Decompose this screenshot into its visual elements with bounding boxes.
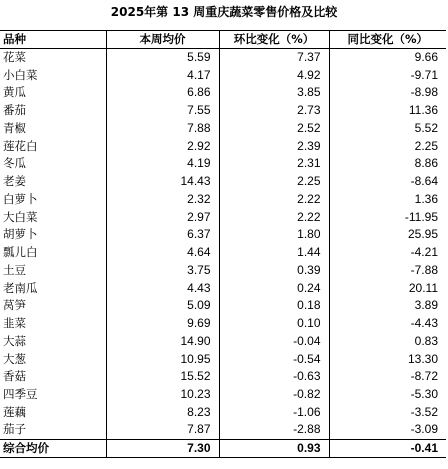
- table-row: [0, 120, 446, 138]
- cell-mom-change: 2.52: [219, 120, 329, 138]
- header-mom-change: 环比变化（%）: [219, 31, 329, 49]
- cell-mom-change: 4.92: [219, 66, 329, 84]
- cell-weekly-avg-price: 3.75: [106, 262, 219, 280]
- cell-weekly-avg-price: 7.87: [106, 421, 219, 439]
- total-yoy-change: -0.41: [329, 439, 446, 457]
- total-mom-change: 0.93: [219, 439, 329, 457]
- cell-variety: 土豆: [3, 262, 26, 277]
- cell-mom-change: 3.85: [219, 84, 329, 102]
- cell-weekly-avg-price: 6.37: [106, 226, 219, 244]
- total-weekly-avg-price: 7.30: [106, 439, 219, 457]
- table-row: [0, 173, 446, 191]
- cell-weekly-avg-price: 4.19: [106, 155, 219, 173]
- cell-mom-change: 2.22: [219, 208, 329, 226]
- cell-weekly-avg-price: 7.55: [106, 102, 219, 120]
- cell-mom-change: 7.37: [219, 49, 329, 67]
- cell-weekly-avg-price: 9.69: [106, 315, 219, 333]
- cell-variety: 韭菜: [3, 316, 26, 331]
- cell-variety: 四季豆: [3, 387, 38, 402]
- cell-mom-change: -0.54: [219, 350, 329, 368]
- cell-yoy-change: 5.52: [329, 120, 446, 138]
- cell-mom-change: 1.80: [219, 226, 329, 244]
- table-body: [0, 49, 446, 458]
- table-row: [0, 84, 446, 102]
- cell-weekly-avg-price: 14.90: [106, 333, 219, 351]
- cell-weekly-avg-price: 2.92: [106, 137, 219, 155]
- cell-yoy-change: -3.09: [329, 421, 446, 439]
- cell-mom-change: 2.73: [219, 102, 329, 120]
- cell-variety: 香菇: [3, 369, 26, 384]
- table-total-row: [0, 439, 446, 457]
- header-variety: 品种: [0, 31, 106, 49]
- cell-mom-change: 0.18: [219, 297, 329, 315]
- cell-mom-change: -0.04: [219, 333, 329, 351]
- table-row: [0, 315, 446, 333]
- table-row: [0, 208, 446, 226]
- cell-variety: 青椒: [3, 120, 26, 135]
- table-row: [0, 137, 446, 155]
- table-row: [0, 386, 446, 404]
- cell-variety: 大白菜: [3, 209, 38, 224]
- table-row: [0, 66, 446, 84]
- cell-yoy-change: 1.36: [329, 191, 446, 209]
- table-row: [0, 191, 446, 209]
- cell-weekly-avg-price: 15.52: [106, 368, 219, 386]
- cell-mom-change: 1.44: [219, 244, 329, 262]
- table-row: [0, 297, 446, 315]
- cell-mom-change: 0.24: [219, 279, 329, 297]
- cell-yoy-change: 0.83: [329, 333, 446, 351]
- table-row: [0, 262, 446, 280]
- table-row: [0, 226, 446, 244]
- cell-yoy-change: -11.95: [329, 208, 446, 226]
- table-row: [0, 102, 446, 120]
- table-row: [0, 350, 446, 368]
- table-row: [0, 49, 446, 67]
- table-row: [0, 279, 446, 297]
- cell-mom-change: -1.06: [219, 404, 329, 422]
- cell-yoy-change: -5.30: [329, 386, 446, 404]
- cell-weekly-avg-price: 6.86: [106, 84, 219, 102]
- cell-mom-change: 2.25: [219, 173, 329, 191]
- cell-variety: 莲藕: [3, 404, 26, 419]
- cell-variety: 大蒜: [3, 333, 26, 348]
- table-row: [0, 333, 446, 351]
- table-row: [0, 155, 446, 173]
- cell-yoy-change: -8.64: [329, 173, 446, 191]
- cell-variety: 冬瓜: [3, 156, 26, 171]
- cell-variety: 番茄: [3, 103, 26, 118]
- cell-mom-change: 0.39: [219, 262, 329, 280]
- cell-variety: 瓢儿白: [3, 245, 38, 260]
- table-row: [0, 404, 446, 422]
- cell-yoy-change: -4.43: [329, 315, 446, 333]
- cell-weekly-avg-price: 4.64: [106, 244, 219, 262]
- cell-yoy-change: -8.98: [329, 84, 446, 102]
- cell-mom-change: -0.63: [219, 368, 329, 386]
- cell-yoy-change: 25.95: [329, 226, 446, 244]
- cell-weekly-avg-price: 14.43: [106, 173, 219, 191]
- page-title: 2025年第 13 周重庆蔬菜零售价格及比较: [110, 5, 338, 19]
- cell-mom-change: 0.10: [219, 315, 329, 333]
- table-row: [0, 368, 446, 386]
- cell-yoy-change: -9.71: [329, 66, 446, 84]
- table-header-row: [0, 31, 446, 49]
- cell-mom-change: 2.22: [219, 191, 329, 209]
- total-variety: 综合均价: [0, 439, 106, 457]
- cell-weekly-avg-price: 7.88: [106, 120, 219, 138]
- cell-mom-change: 2.39: [219, 137, 329, 155]
- table-row: [0, 421, 446, 439]
- cell-variety: 大葱: [3, 351, 26, 366]
- cell-yoy-change: 9.66: [329, 49, 446, 67]
- cell-variety: 花菜: [3, 50, 26, 65]
- header-weekly-avg-price: 本周均价: [106, 31, 219, 49]
- header-yoy-change: 同比变化（%）: [329, 31, 446, 49]
- cell-yoy-change: -3.52: [329, 404, 446, 422]
- cell-yoy-change: 3.89: [329, 297, 446, 315]
- cell-variety: 莴笋: [3, 298, 26, 313]
- cell-yoy-change: -7.88: [329, 262, 446, 280]
- cell-weekly-avg-price: 4.17: [106, 66, 219, 84]
- cell-yoy-change: -8.72: [329, 368, 446, 386]
- cell-variety: 黄瓜: [3, 85, 26, 100]
- cell-weekly-avg-price: 10.95: [106, 350, 219, 368]
- cell-variety: 小白菜: [3, 67, 38, 82]
- cell-weekly-avg-price: 5.59: [106, 49, 219, 67]
- cell-weekly-avg-price: 2.32: [106, 191, 219, 209]
- cell-yoy-change: 11.36: [329, 102, 446, 120]
- cell-variety: 莲花白: [3, 138, 38, 153]
- cell-yoy-change: 2.25: [329, 137, 446, 155]
- cell-weekly-avg-price: 2.97: [106, 208, 219, 226]
- cell-variety: 老南瓜: [3, 280, 38, 295]
- cell-mom-change: -0.82: [219, 386, 329, 404]
- cell-variety: 老姜: [3, 174, 26, 189]
- price-table: [0, 30, 446, 458]
- table-row: [0, 244, 446, 262]
- cell-yoy-change: -4.21: [329, 244, 446, 262]
- cell-yoy-change: 13.30: [329, 350, 446, 368]
- cell-variety: 胡萝卜: [3, 227, 38, 242]
- cell-yoy-change: 20.11: [329, 279, 446, 297]
- cell-mom-change: 2.31: [219, 155, 329, 173]
- cell-mom-change: -2.88: [219, 421, 329, 439]
- cell-weekly-avg-price: 5.09: [106, 297, 219, 315]
- cell-yoy-change: 8.86: [329, 155, 446, 173]
- cell-weekly-avg-price: 4.43: [106, 279, 219, 297]
- cell-variety: 茄子: [3, 422, 26, 437]
- cell-variety: 白萝卜: [3, 191, 38, 206]
- cell-weekly-avg-price: 10.23: [106, 386, 219, 404]
- cell-weekly-avg-price: 8.23: [106, 404, 219, 422]
